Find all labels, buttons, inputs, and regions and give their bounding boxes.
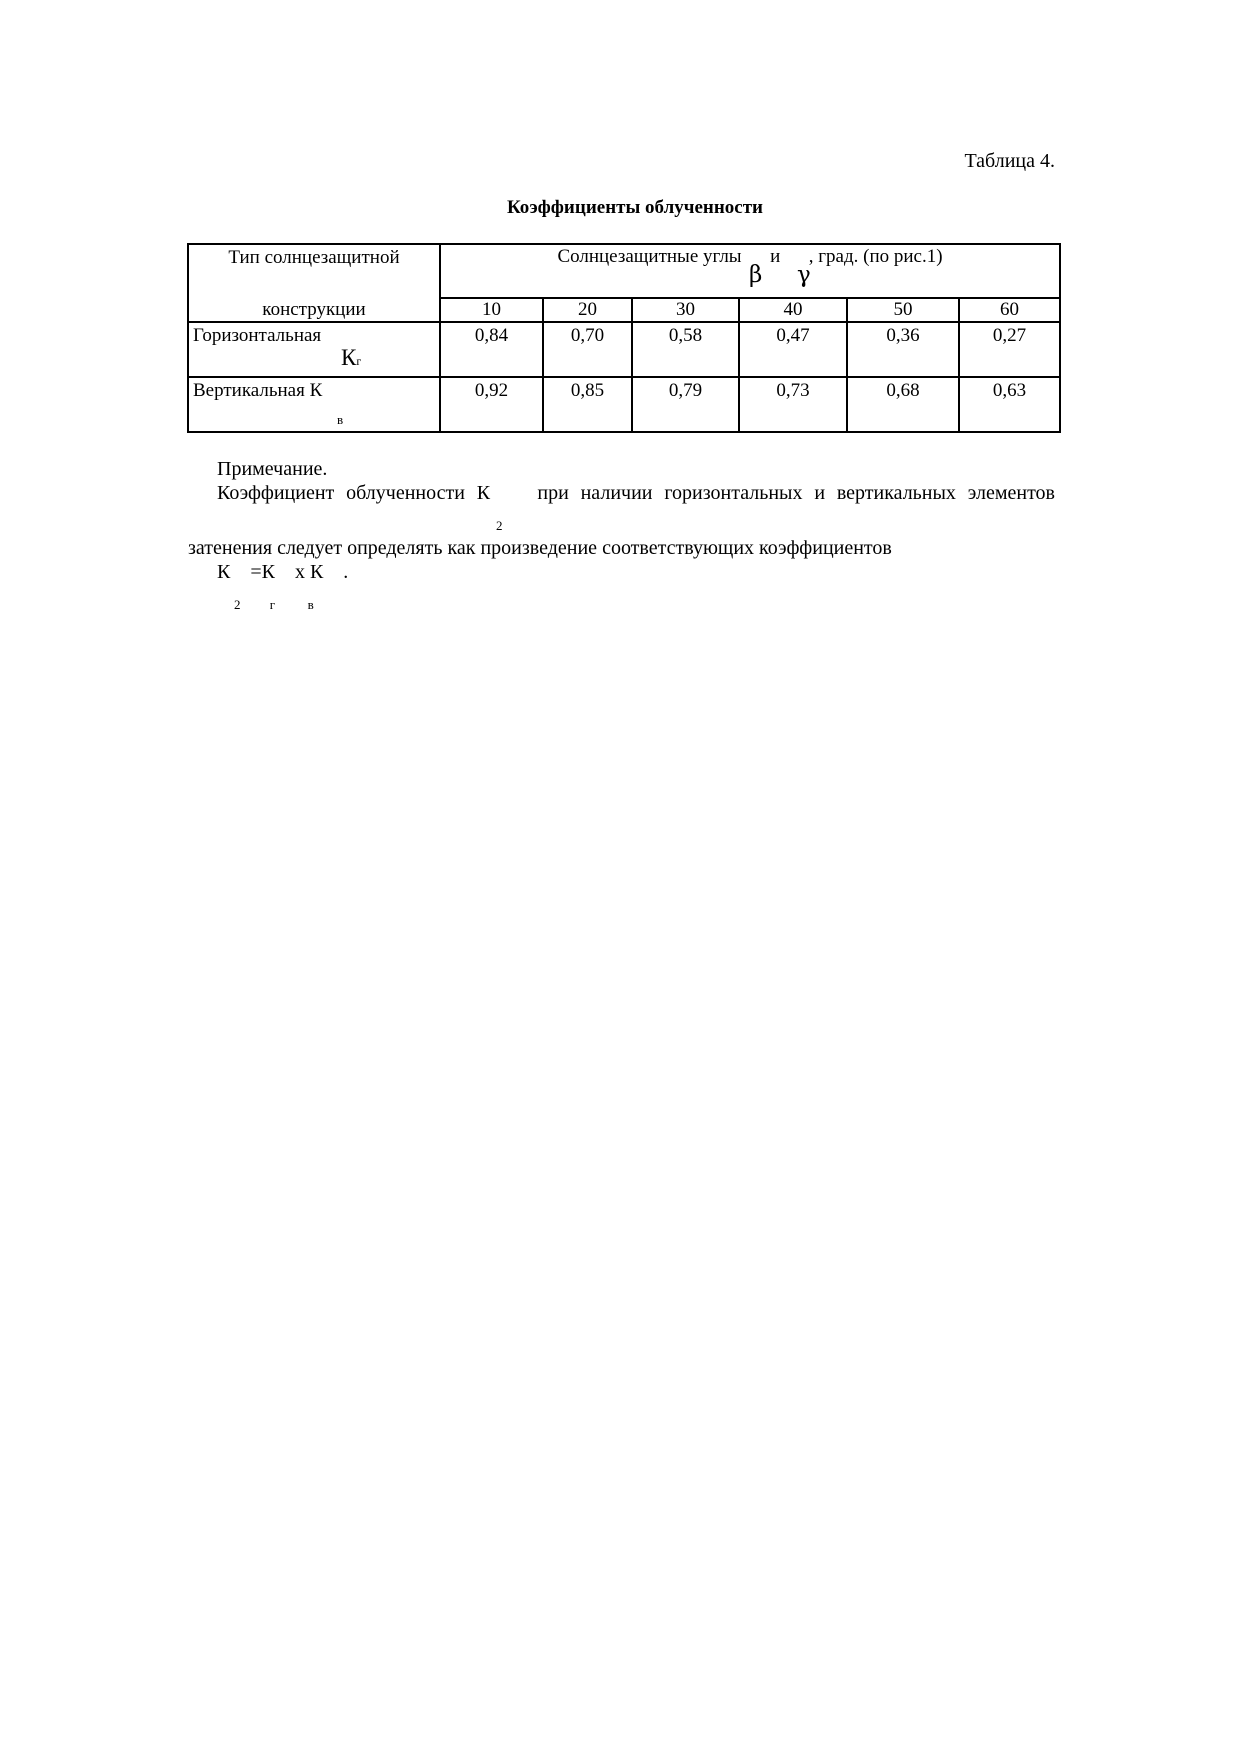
value-cell: [440, 322, 543, 377]
table-label: Таблица 4.: [964, 150, 1055, 172]
header-type-cell: [188, 244, 440, 322]
k-symbol: [341, 345, 361, 371]
header-angles-cell: [440, 244, 1060, 298]
value-cell: [543, 377, 632, 432]
gamma-symbol: γ: [797, 262, 811, 288]
value-text: 0,84: [474, 325, 509, 346]
value-cell: [440, 377, 543, 432]
value-cell: [847, 377, 959, 432]
row-label-horizontal: [188, 322, 440, 377]
beta-symbol: β: [749, 262, 763, 288]
header-angles-text: Солнцезащитные углы и , град. (по рис.1): [557, 246, 943, 267]
note-line1: Коэффициент облученности К при наличии горизонтальных и вертикальных элементов: [217, 482, 1055, 504]
value-text: 0,68: [886, 380, 920, 401]
value-text: 0,27: [992, 325, 1027, 346]
k-subscript: г: [356, 354, 362, 368]
angle-cell: 40: [739, 298, 847, 322]
angle-cell: 50: [847, 298, 959, 322]
value-text: 0,79: [668, 380, 703, 401]
value-cell: [847, 322, 959, 377]
note-subscript: 2: [496, 518, 503, 533]
table-row: [188, 322, 1060, 377]
value-text: 0,58: [668, 325, 703, 346]
value-text: 0,47: [776, 325, 810, 346]
value-text: 0,63: [992, 380, 1027, 401]
header-type-line1: Тип солнцезащитной: [228, 247, 400, 268]
value-cell: [632, 377, 739, 432]
header-type-line2: конструкции: [262, 299, 366, 320]
note-title: Примечание.: [217, 458, 328, 480]
angle-cell: 20: [543, 298, 632, 322]
value-cell: [739, 322, 847, 377]
value-text: 0,85: [570, 380, 605, 401]
note-line2: затенения следует определять как произведение соответствующих коэффициентов: [188, 537, 892, 559]
value-text: 0,73: [776, 380, 810, 401]
row-label-vertical: [188, 377, 440, 432]
value-cell: [543, 322, 632, 377]
formula: К =К х К .: [217, 561, 349, 583]
table-row: [188, 377, 1060, 432]
table-header-row: [188, 244, 1060, 298]
k-subscript: в: [337, 412, 344, 427]
formula-subscripts: 2 г в: [234, 597, 314, 612]
value-text: 0,36: [886, 325, 920, 346]
value-cell: [959, 377, 1060, 432]
coefficients-table: [187, 243, 1061, 433]
value-cell: [959, 322, 1060, 377]
value-cell: [739, 377, 847, 432]
value-text: 0,70: [570, 325, 605, 346]
value-text: 0,92: [474, 380, 509, 401]
angle-cell: 10: [440, 298, 543, 322]
k-letter: К: [341, 345, 357, 370]
row-label-text: Горизонтальная: [193, 325, 322, 346]
table-title: Коэффициенты облученности: [506, 197, 764, 218]
angle-cell: 60: [959, 298, 1060, 322]
value-cell: [632, 322, 739, 377]
row-label-text: Вертикальная К: [193, 380, 323, 401]
angle-cell: 30: [632, 298, 739, 322]
